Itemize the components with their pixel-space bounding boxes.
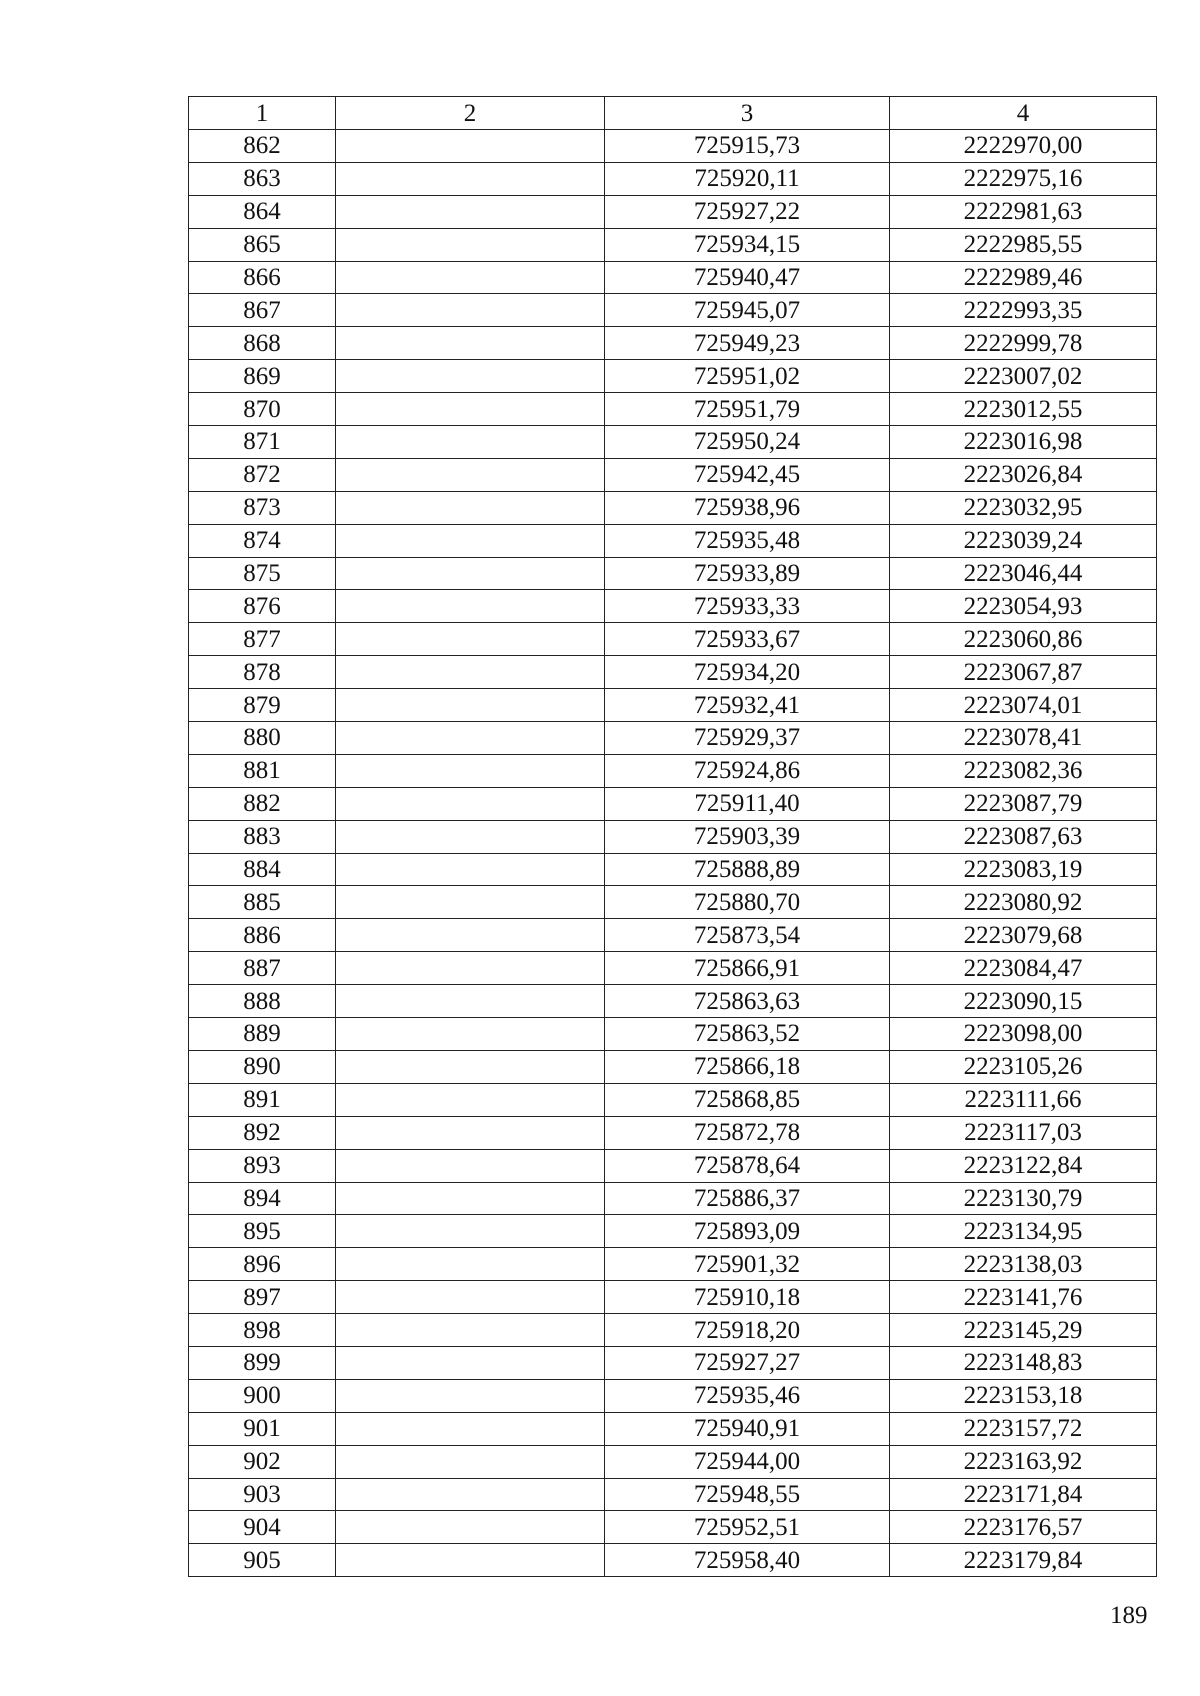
table-cell-col2 [336,130,605,163]
table-row [189,623,1157,656]
table-body [189,130,1157,1577]
table-cell-col4: 2223078,41 [890,722,1157,755]
table-cell-col4: 2223074,01 [890,689,1157,722]
table-cell-col2 [336,327,605,360]
table-cell-col3: 725927,27 [605,1346,890,1379]
table-cell-col1: 904 [189,1511,336,1544]
table-row [189,1478,1157,1511]
table-cell-col2 [336,754,605,787]
table-cell-col4: 2222970,00 [890,130,1157,163]
table-cell-col1: 894 [189,1182,336,1215]
table-cell-col2 [336,1511,605,1544]
table-cell-col3: 725880,70 [605,886,890,919]
table-cell-col2 [336,1083,605,1116]
table-row [189,886,1157,919]
table-row [189,985,1157,1018]
table-row [189,853,1157,886]
table-cell-col4: 2223012,55 [890,393,1157,426]
table-cell-col3: 725932,41 [605,689,890,722]
table-cell-col4: 2223179,84 [890,1544,1157,1577]
table-cell-col2 [336,557,605,590]
table-cell-col2 [336,162,605,195]
table-cell-col2 [336,1248,605,1281]
table-row [189,952,1157,985]
table-cell-col2 [336,491,605,524]
table-cell-col1: 881 [189,754,336,787]
table-cell-col3: 725933,67 [605,623,890,656]
table-cell-col1: 880 [189,722,336,755]
table-row [189,327,1157,360]
table-row [189,1544,1157,1577]
table-cell-col2 [336,1018,605,1051]
table-cell-col2 [336,1281,605,1314]
table-cell-col4: 2222989,46 [890,261,1157,294]
table-cell-col1: 898 [189,1314,336,1347]
table-cell-col3: 725940,91 [605,1412,890,1445]
table-cell-col2 [336,393,605,426]
table-header [189,97,1157,130]
table-cell-col1: 884 [189,853,336,886]
table-cell-col4: 2223082,36 [890,754,1157,787]
table-cell-col3: 725934,20 [605,656,890,689]
table-cell-col1: 873 [189,491,336,524]
table-cell-col4: 2223087,63 [890,820,1157,853]
table-cell-col3: 725951,79 [605,393,890,426]
table-cell-col4: 2222985,55 [890,228,1157,261]
table-cell-col1: 896 [189,1248,336,1281]
table-cell-col3: 725918,20 [605,1314,890,1347]
table-cell-col4: 2223080,92 [890,886,1157,919]
table-cell-col3: 725927,22 [605,195,890,228]
table-row [189,162,1157,195]
table-cell-col3: 725935,46 [605,1379,890,1412]
table-cell-col2 [336,458,605,491]
table-cell-col4: 2223171,84 [890,1478,1157,1511]
table-cell-col1: 866 [189,261,336,294]
table-cell-col1: 871 [189,426,336,459]
table-row [189,1116,1157,1149]
table-cell-col3: 725935,48 [605,524,890,557]
table-cell-col3: 725901,32 [605,1248,890,1281]
table-cell-col1: 876 [189,590,336,623]
table-cell-col3: 725878,64 [605,1149,890,1182]
page-number: 189 [1110,1602,1148,1629]
table-cell-col3: 725888,89 [605,853,890,886]
table-cell-col4: 2223117,03 [890,1116,1157,1149]
table-row [189,426,1157,459]
table-cell-col1: 902 [189,1445,336,1478]
table-cell-col4: 2223148,83 [890,1346,1157,1379]
table-cell-col4: 2223157,72 [890,1412,1157,1445]
table-cell-col4: 2223032,95 [890,491,1157,524]
table-row [189,820,1157,853]
table-cell-col4: 2223153,18 [890,1379,1157,1412]
table-cell-col1: 886 [189,919,336,952]
table-cell-col1: 885 [189,886,336,919]
table-cell-col2 [336,787,605,820]
table-row [189,130,1157,163]
table-row [189,1346,1157,1379]
table-cell-col2 [336,261,605,294]
table-cell-col2 [336,1149,605,1182]
table-cell-col4: 2223134,95 [890,1215,1157,1248]
table-cell-col3: 725910,18 [605,1281,890,1314]
table-row [189,1379,1157,1412]
table-row [189,1215,1157,1248]
table-row [189,1445,1157,1478]
table-cell-col4: 2223098,00 [890,1018,1157,1051]
table-cell-col1: 893 [189,1149,336,1182]
table-cell-col1: 869 [189,360,336,393]
table-cell-col1: 895 [189,1215,336,1248]
header-row [189,97,1157,130]
table-cell-col4: 2223176,57 [890,1511,1157,1544]
table-cell-col3: 725951,02 [605,360,890,393]
table-cell-col2 [336,590,605,623]
table-cell-col1: 864 [189,195,336,228]
table-row [189,1050,1157,1083]
table-cell-col2 [336,919,605,952]
table-cell-col2 [336,1182,605,1215]
table-row [189,228,1157,261]
table-cell-col4: 2223122,84 [890,1149,1157,1182]
table-cell-col1: 900 [189,1379,336,1412]
table-cell-col2 [336,294,605,327]
table-row [189,195,1157,228]
table-cell-col2 [336,1379,605,1412]
table-cell-col3: 725945,07 [605,294,890,327]
table-cell-col4: 2222999,78 [890,327,1157,360]
table-cell-col2 [336,1050,605,1083]
table-cell-col3: 725863,52 [605,1018,890,1051]
table-cell-col1: 863 [189,162,336,195]
table-cell-col1: 870 [189,393,336,426]
table-cell-col2 [336,985,605,1018]
table-cell-col4: 2223130,79 [890,1182,1157,1215]
table-cell-col4: 2223105,26 [890,1050,1157,1083]
table-cell-col2 [336,195,605,228]
table-cell-col2 [336,689,605,722]
table-row [189,1083,1157,1116]
table-cell-col3: 725933,89 [605,557,890,590]
table-cell-col4: 2223083,19 [890,853,1157,886]
table-cell-col3: 725903,39 [605,820,890,853]
table-cell-col4: 2223046,44 [890,557,1157,590]
table-cell-col4: 2223060,86 [890,623,1157,656]
table-cell-col2 [336,1445,605,1478]
table-cell-col1: 892 [189,1116,336,1149]
table-cell-col1: 890 [189,1050,336,1083]
table-cell-col1: 903 [189,1478,336,1511]
table-row [189,722,1157,755]
table-cell-col2 [336,1215,605,1248]
table-cell-col4: 2223163,92 [890,1445,1157,1478]
table-row [189,1149,1157,1182]
table-cell-col2 [336,886,605,919]
table-row [189,1314,1157,1347]
table-cell-col4: 2223026,84 [890,458,1157,491]
table-cell-col2 [336,228,605,261]
table-row [189,1412,1157,1445]
table-cell-col1: 872 [189,458,336,491]
table-row [189,491,1157,524]
table-cell-col3: 725868,85 [605,1083,890,1116]
table-cell-col1: 877 [189,623,336,656]
table-cell-col4: 2223084,47 [890,952,1157,985]
header-cell-4: 4 [890,97,1157,130]
table-cell-col4: 2223067,87 [890,656,1157,689]
table-cell-col1: 897 [189,1281,336,1314]
table-cell-col3: 725863,63 [605,985,890,1018]
table-cell-col1: 879 [189,689,336,722]
table-row [189,1182,1157,1215]
table-cell-col1: 889 [189,1018,336,1051]
table-row [189,919,1157,952]
table-cell-col4: 2223016,98 [890,426,1157,459]
table-cell-col2 [336,1116,605,1149]
table-cell-col3: 725952,51 [605,1511,890,1544]
table-row [189,557,1157,590]
table-row [189,656,1157,689]
table-cell-col4: 2222993,35 [890,294,1157,327]
table-cell-col3: 725929,37 [605,722,890,755]
table-row [189,1281,1157,1314]
table-cell-col3: 725893,09 [605,1215,890,1248]
table-row [189,458,1157,491]
table-cell-col4: 2222981,63 [890,195,1157,228]
table-row [189,754,1157,787]
table-cell-col4: 2223007,02 [890,360,1157,393]
table-cell-col2 [336,524,605,557]
table-cell-col3: 725944,00 [605,1445,890,1478]
table-cell-col3: 725866,91 [605,952,890,985]
table-cell-col2 [336,656,605,689]
table-row [189,1248,1157,1281]
table-row [189,1511,1157,1544]
table-cell-col1: 878 [189,656,336,689]
table-cell-col3: 725958,40 [605,1544,890,1577]
table-cell-col4: 2223145,29 [890,1314,1157,1347]
table-cell-col1: 862 [189,130,336,163]
table-cell-col4: 2223111,66 [890,1083,1157,1116]
table-cell-col2 [336,722,605,755]
table-cell-col2 [336,623,605,656]
table-row [189,689,1157,722]
table-cell-col1: 901 [189,1412,336,1445]
header-cell-2: 2 [336,97,605,130]
table-cell-col1: 891 [189,1083,336,1116]
table-cell-col3: 725934,15 [605,228,890,261]
header-cell-1: 1 [189,97,336,130]
table-row [189,294,1157,327]
table-cell-col1: 899 [189,1346,336,1379]
table-row [189,787,1157,820]
table-cell-col2 [336,360,605,393]
table-cell-col2 [336,426,605,459]
table-row [189,1018,1157,1051]
table-cell-col3: 725948,55 [605,1478,890,1511]
table-cell-col2 [336,1478,605,1511]
coordinates-table [188,96,1157,1577]
table-cell-col1: 882 [189,787,336,820]
table-cell-col1: 883 [189,820,336,853]
table-cell-col4: 2223138,03 [890,1248,1157,1281]
table-row [189,590,1157,623]
table-cell-col1: 887 [189,952,336,985]
table-cell-col3: 725950,24 [605,426,890,459]
table-row [189,524,1157,557]
table-cell-col1: 888 [189,985,336,1018]
table-cell-col3: 725911,40 [605,787,890,820]
table-cell-col3: 725886,37 [605,1182,890,1215]
table-cell-col2 [336,853,605,886]
header-cell-3: 3 [605,97,890,130]
table-cell-col3: 725938,96 [605,491,890,524]
table-cell-col2 [336,952,605,985]
table-cell-col3: 725872,78 [605,1116,890,1149]
table-cell-col3: 725933,33 [605,590,890,623]
table-cell-col3: 725920,11 [605,162,890,195]
table-cell-col3: 725940,47 [605,261,890,294]
table-cell-col4: 2223087,79 [890,787,1157,820]
table-cell-col1: 905 [189,1544,336,1577]
table-cell-col1: 868 [189,327,336,360]
table-cell-col3: 725942,45 [605,458,890,491]
table-cell-col2 [336,1314,605,1347]
table-cell-col2 [336,820,605,853]
table-cell-col4: 2223090,15 [890,985,1157,1018]
table-row [189,360,1157,393]
table-cell-col2 [336,1544,605,1577]
table-cell-col4: 2223079,68 [890,919,1157,952]
table-cell-col3: 725949,23 [605,327,890,360]
table-cell-col4: 2223039,24 [890,524,1157,557]
table-row [189,261,1157,294]
table-cell-col3: 725924,86 [605,754,890,787]
table-cell-col3: 725866,18 [605,1050,890,1083]
table-cell-col3: 725915,73 [605,130,890,163]
table-cell-col4: 2223141,76 [890,1281,1157,1314]
table-cell-col4: 2223054,93 [890,590,1157,623]
table-cell-col1: 865 [189,228,336,261]
table-cell-col1: 875 [189,557,336,590]
table-row [189,393,1157,426]
table-cell-col3: 725873,54 [605,919,890,952]
table-cell-col1: 874 [189,524,336,557]
table-cell-col2 [336,1412,605,1445]
table-cell-col4: 2222975,16 [890,162,1157,195]
table-cell-col2 [336,1346,605,1379]
table-cell-col1: 867 [189,294,336,327]
